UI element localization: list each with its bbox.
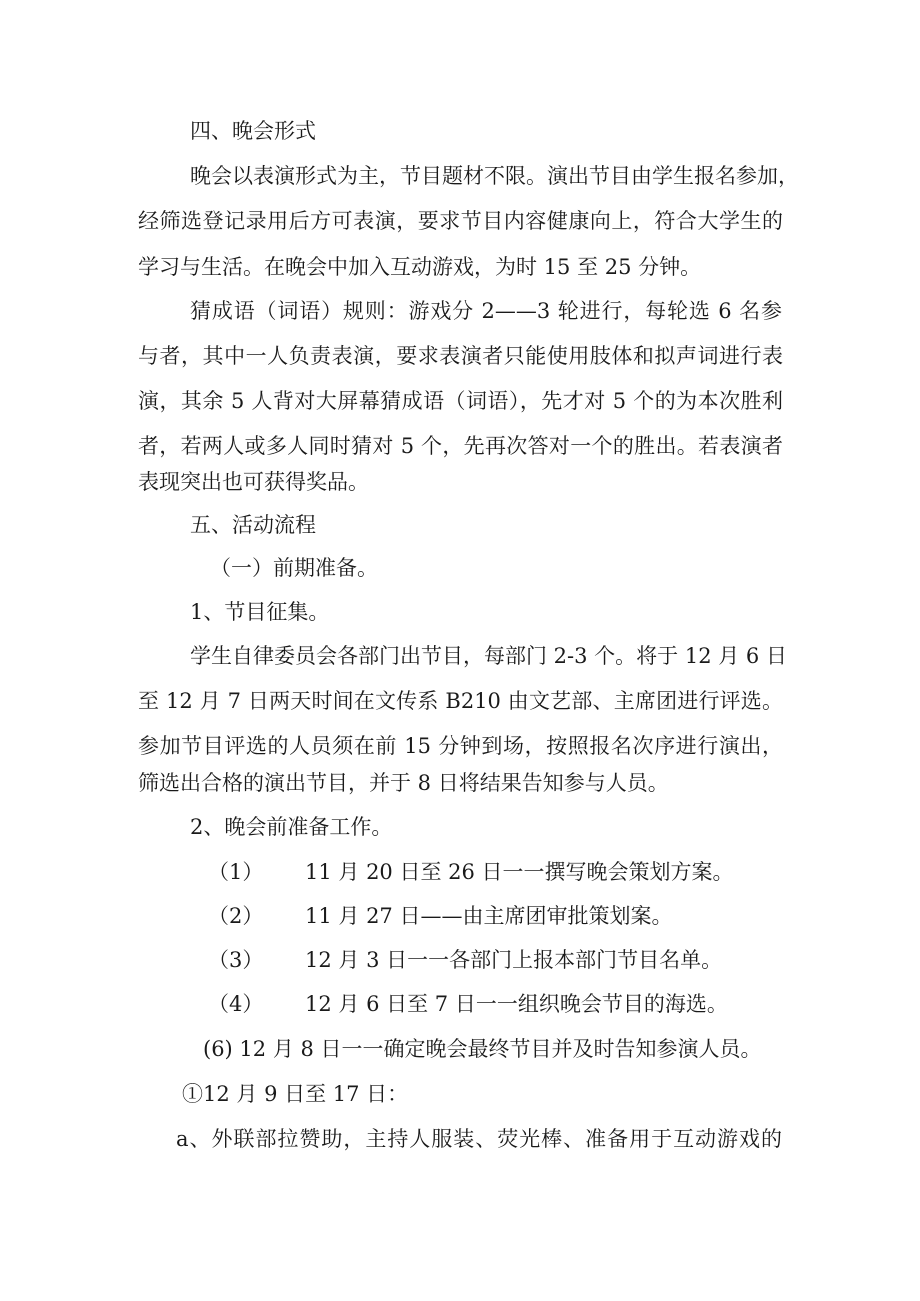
- sec5-para3-line1: 学生自律委员会各部门出节目，每部门 2-3 个。将于 12 月 6 日: [190, 644, 787, 668]
- step-3-number: （3）: [208, 948, 264, 972]
- sec5-para3-line3: 参加节目评选的人员须在前 15 分钟到场，按照报名次序进行演出，: [138, 734, 783, 758]
- step-1-number: （1）: [208, 860, 264, 884]
- sec4-para2-line2: 与者，其中一人负责表演，要求表演者只能使用肢体和拟声词进行表: [138, 344, 783, 368]
- step-1-text: 11 月 20 日至 26 日一一撰写晚会策划方案。: [305, 860, 734, 884]
- section-4-heading: 四、晚会形式: [190, 119, 316, 143]
- section-5-heading: 五、活动流程: [190, 513, 316, 537]
- sec4-para1-line3: 学习与生活。在晚会中加入互动游戏，为时 15 至 25 分钟。: [138, 255, 702, 279]
- sec4-para1-line2: 经筛选登记录用后方可表演，要求节目内容健康向上，符合大学生的: [138, 209, 783, 233]
- sec5-para3-line4: 筛选出合格的演出节目，并于 8 日将结果告知参与人员。: [138, 771, 669, 795]
- sec4-para2-line1: 猜成语（词语）规则：游戏分 2——3 轮进行，每轮选 6 名参: [190, 299, 782, 323]
- step-4-number: （4）: [208, 992, 264, 1016]
- step-6-line: (6) 12 月 8 日一一确定晚会最终节目并及时告知参演人员。: [203, 1037, 762, 1061]
- step-2-text: 11 月 27 日——由主席团审批策划案。: [305, 904, 673, 928]
- step-2-number: （2）: [208, 904, 264, 928]
- item-1-heading: 1、节目征集。: [190, 600, 330, 624]
- step-4-text: 12 月 6 日至 7 日一一组织晚会节目的海选。: [305, 992, 728, 1016]
- sec4-para1-line1: 晚会以表演形式为主，节目题材不限。演出节目由学生报名参加，: [190, 164, 799, 188]
- item-2-heading: 2、晚会前准备工作。: [190, 815, 393, 839]
- item-a-line: a、外联部拉赞助，主持人服装、荧光棒、准备用于互动游戏的: [176, 1127, 782, 1151]
- subsection-1-heading: （一）前期准备。: [210, 556, 378, 580]
- sec5-para3-line2: 至 12 月 7 日两天时间在文传系 B210 由文艺部、主席团进行评选。: [138, 689, 783, 713]
- sec4-para2-line5: 表现突出也可获得奖品。: [138, 470, 369, 494]
- circled-item-1: ①12 月 9 日至 17 日：: [182, 1082, 409, 1106]
- sec4-para2-line3: 演，其余 5 人背对大屏幕猜成语（词语），先才对 5 个的为本次胜利: [138, 389, 783, 413]
- step-3-text: 12 月 3 日一一各部门上报本部门节目名单。: [305, 948, 723, 972]
- sec4-para2-line4: 者，若两人或多人同时猜对 5 个，先再次答对一个的胜出。若表演者: [138, 434, 783, 458]
